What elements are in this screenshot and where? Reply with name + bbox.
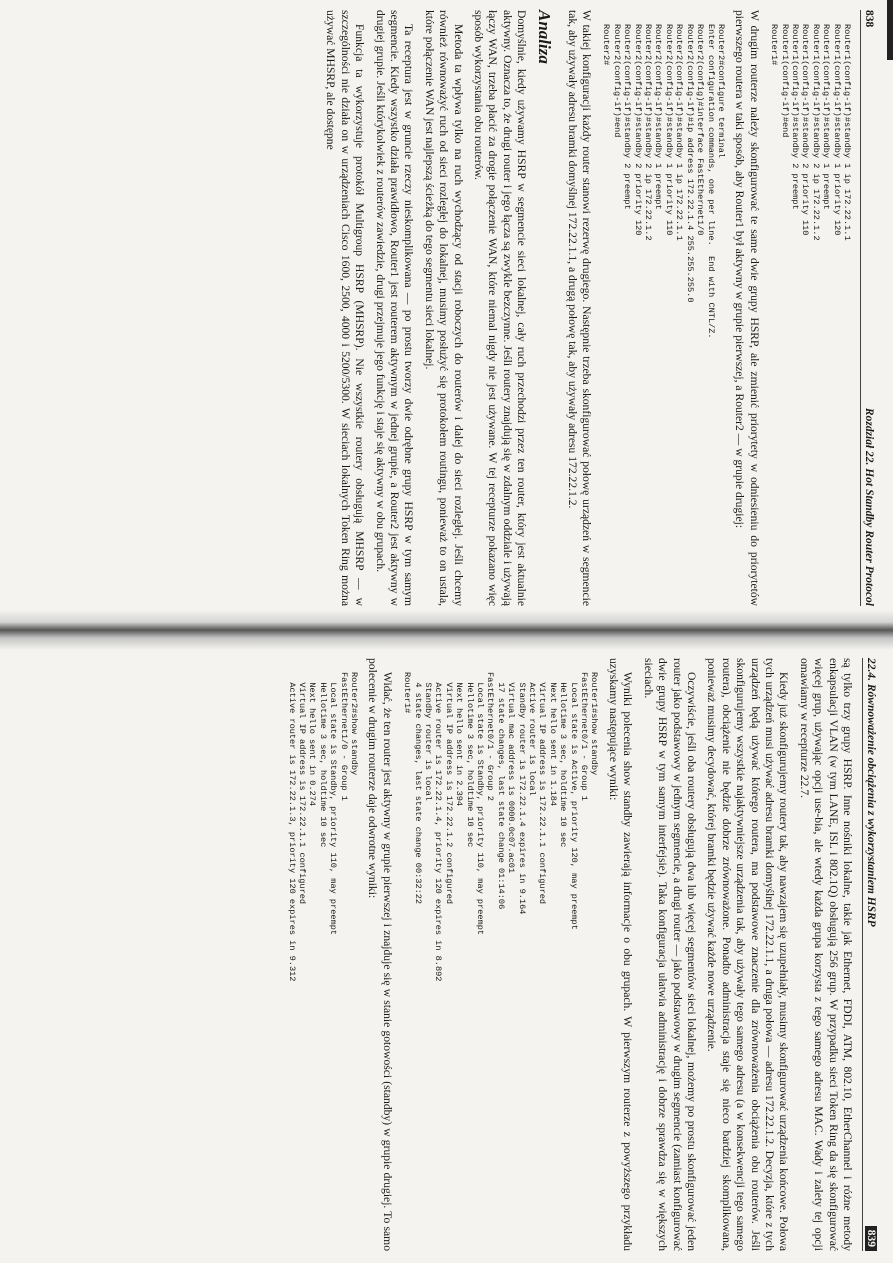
code-line: Local state is Standby, priority 110, may preempt bbox=[475, 672, 486, 936]
running-head: 22.4. Równoważenie obciążenia z wykorzystaniem HSRP bbox=[865, 658, 877, 927]
code-line: Router1(config-if)#standby 1 preempt bbox=[821, 24, 832, 210]
code-line: Router2#configure terminal bbox=[715, 24, 726, 159]
paragraph: W drugim routerze należy skonfigurować te same dwie grupy HSRP, ale zmienić priorytety w odniesieniu do priorytetów pierwszego routera w taki sposób, aby Router1 był aktywny w grupie pierwszej, a Router2 — w grupie drugiej: bbox=[733, 10, 761, 606]
code-line: Standby router is 172.22.1.4 expires in 9.164 bbox=[516, 672, 527, 915]
code-block bbox=[402, 672, 600, 1251]
code-line: Router2(config-if)#standby 1 priority 110 bbox=[663, 24, 674, 236]
code-line: Router1(config-if)#standby 1 priority 120 bbox=[831, 24, 842, 236]
code-line: 4 state changes, last state change 00:32:22 bbox=[412, 672, 423, 905]
code-line: FastEthernet1/0 - Group 1 bbox=[338, 672, 349, 801]
paragraph: Metoda ta wpływa tylko na ruch wychodzący od stacji roboczych do routerów i dalej do sieci rozległej. Jeśli chcemy również równoważyć ruch od sieci rozległej do lokalnej, musimy posłużyć się protokołem routingu, ponieważ to on ustala, które połączenie WAN jest najlepszą ścieżką do tego segmentu sieci lokalnej. bbox=[422, 10, 465, 606]
page-number: 839 bbox=[865, 1226, 877, 1251]
code-line: Hellotime 3 sec, holdtime 10 sec bbox=[558, 672, 569, 848]
code-line: Router1(config-if)#standby 2 priority 110 bbox=[800, 24, 811, 236]
code-line: Router1(config-if)#standby 1 ip 172.22.1.1 bbox=[842, 24, 852, 241]
code-block bbox=[601, 24, 726, 606]
code-line: Router2(config)#interface FastEthernet1/0 bbox=[695, 24, 706, 236]
code-line: Router2(config-if)#standby 2 priority 120 bbox=[632, 24, 643, 236]
paragraph: Funkcja ta wykorzystuje protokół Multigroup HSRP (MHSRP). Nie wszystkie routery obsługują MHSRP — w szczególności nie działa on w urządzeniach Cisco 1600, 2500, 4000 i 5200/5300. W sieciach lokalnych Token Ring można używać MHSRP, ale dostępne bbox=[324, 10, 367, 606]
right-page-header bbox=[862, 658, 877, 1251]
code-line: Router2(config-if)#standby 2 ip 172.22.1.2 bbox=[643, 24, 654, 241]
code-line: Next hello sent in 2.394 bbox=[454, 672, 465, 807]
code-line: Router1(config-if)#end bbox=[779, 24, 790, 138]
code-line: Local state is Standby, priority 110, may preempt bbox=[328, 672, 339, 936]
code-line: 17 state changes, last state change 01:14:06 bbox=[495, 672, 506, 910]
code-block bbox=[286, 672, 359, 1251]
code-line: FastEthernet0/1 - Group 1 bbox=[579, 672, 590, 801]
paragraph: Ta receptura jest w gruncie rzeczy nieskomplikowana — po prostu tworzy dwie odrębne grupy HSRP w tym samym segmencie. Kiedy wszystko działa prawidłowo, Router1 jest routerem aktywnym w jednej grupie, a Router2 jest aktywny w drugiej grupie. Jeśli którykolwiek z routerów zawiedzie, drugi przejmuje jego funkcję i staje się aktywny w obu grupach. bbox=[373, 10, 416, 606]
code-line: Active router is local bbox=[527, 672, 538, 796]
code-line: Next hello sent in 1.184 bbox=[547, 672, 558, 807]
code-line: Router1#show standby bbox=[589, 672, 600, 776]
code-line: Virtual IP address is 172.22.1.2 configured bbox=[443, 672, 454, 905]
page-number: 838 bbox=[863, 10, 875, 28]
code-line: Active router is 172.22.1.3, priority 120 expires in 9.312 bbox=[286, 672, 297, 982]
code-line: Virtual IP address is 172.22.1.1 configured bbox=[296, 672, 307, 905]
paragraph: W takiej konfiguracji każdy router stanowi rezerwę drugiego. Następnie trzeba skonfigurować połowę urządzeń w segmencie tak, aby używały adresu bramki domyślnej 172.22.1.1, a drugą połowę tak, aby używały adresu 172.22.1.2. bbox=[565, 10, 594, 606]
code-line: Hellotime 3 sec, holdtime 10 sec bbox=[317, 672, 328, 848]
code-line: FastEthernet0/1 - Group 2 bbox=[485, 672, 496, 801]
code-line: Active router is 172.22.1.4, priority 120 expires in 8.892 bbox=[433, 672, 444, 982]
left-page-header bbox=[860, 10, 875, 606]
running-head: Rozdział 22. Hot Standby Router Protocol bbox=[863, 407, 875, 606]
code-line: Local state is Active, priority 120, may preempt bbox=[568, 672, 579, 930]
code-line: Router2(config-if)#end bbox=[611, 24, 622, 138]
code-line: Router1(config-if)#standby 2 ip 172.22.1.2 bbox=[810, 24, 821, 241]
code-line: Router2#show standby bbox=[348, 672, 359, 776]
code-line: Router2(config-if)#standby 1 preempt bbox=[653, 24, 664, 210]
right-page bbox=[0, 640, 893, 1263]
paragraph: Wyniki polecenia show standby zawierają informacje o obu grupach. W pierwszym routerze z powyższego przykładu uzyskamy następujące wyniki: bbox=[606, 658, 635, 1251]
code-line: Router2# bbox=[601, 24, 612, 66]
section-heading: Analiza bbox=[535, 10, 555, 64]
code-line: Hellotime 3 sec, holdtime 10 sec bbox=[464, 672, 475, 848]
code-line: Router1# bbox=[769, 24, 780, 66]
code-line: Virtual mac address is 0000.0c07.ac01 bbox=[506, 672, 517, 874]
paragraph: Widać, że ten router jest aktywny w grupie pierwszej i znajduje się w stanie gotowości (standby) w grupie drugiej. To samo polecenie w drugim routerze daje odwrotne wyniki: bbox=[366, 658, 394, 1251]
code-line: Router2(config-if)#ip address 172.22.1.4 255.255.255.0 bbox=[684, 24, 695, 303]
code-line: Virtual IP address is 172.22.1.1 configured bbox=[537, 672, 548, 905]
code-line: Router1# bbox=[402, 672, 413, 714]
paragraph: są tylko trzy grupy HSRP. Inne nośniki lokalne, takie jak Ethernet, FDDI, ATM, 802.10, EtherChannel i różne metody enkapsulacji VLAN (w tym LANE, ISL i 802.1Q) obsługują 256 grup. W przypadku sieci Token Ring da się skonfigurować więcej grup, używając opcji use-bia, ale wtedy każda grupa korzysta z tego samego adresu MAC. Wady i zalety tej opcji omawiamy w recepturze 22.7. bbox=[797, 658, 854, 1251]
left-page bbox=[0, 0, 893, 620]
code-line: Router2(config-if)#standby 1 ip 172.22.1.1 bbox=[674, 24, 685, 241]
code-line: Router1(config-if)#standby 2 preempt bbox=[789, 24, 800, 210]
code-line: Standby router is local bbox=[423, 672, 433, 801]
paragraph: Domyślnie, kiedy używamy HSRP w segmencie sieci lokalnej, cały ruch przechodzi przez ten router, który jest aktualnie aktywny. Oznacza to, że drugi router i jego łącza są zwykle bezczynne. Jeśli routery znajdują się w zdalnym oddziale i używają łączy WAN, trzeba płacić za drogie połączenie WAN, które niemal nigdy nie jest używane. W tej recepturze pokazano więc sposób wykorzystania obu routerów. bbox=[472, 10, 529, 606]
paragraph: Oczywiście, jeśli oba routery obsługują dwa lub więcej segmentów sieci lokalnej, możemy po prostu skonfigurować jeden router jako podstawowy w jednym segmencie, a drugi router — jako podstawowy w drugim segmencie (zamiast konfigurować dwie grupy HSRP w tym samym interfejsie). Taka konfiguracja ułatwia administrację i dobrze sprawdza się w większych sieciach. bbox=[641, 658, 698, 1251]
code-line: Enter configuration commands, one per line. End with CNTL/Z. bbox=[705, 24, 716, 339]
code-line: Router2(config-if)#standby 2 preempt bbox=[622, 24, 633, 210]
code-block bbox=[769, 24, 852, 606]
paragraph: Kiedy już skonfigurujemy routery tak, aby nawzajem się uzupełniały, musimy skonfigurować urządzenia końcowe. Połowa tych urządzeń musi używać adresu bramki domyślnej 172.22.1.1, a druga połowa — adresu 172.22.1.2. Decyzja, które z tych urządzeń będą używać którego routera, ma podstawowe znaczenie dla zrównoważenia obciążenia obu routerów. Jeśli skonfigurujemy wszystkie najaktywniejsze urządzenia tak, aby używały tego samego adresu (a w konsekwencji tego samego routera), obciążenie nie będzie dobrze zrównoważone. Ponadto administracja staje się nieco bardziej skomplikowana, ponieważ musimy decydować, której bramki będzie używać każde nowe urządzenie. bbox=[705, 658, 791, 1251]
code-line: Next hello sent in 0.274 bbox=[307, 672, 318, 807]
